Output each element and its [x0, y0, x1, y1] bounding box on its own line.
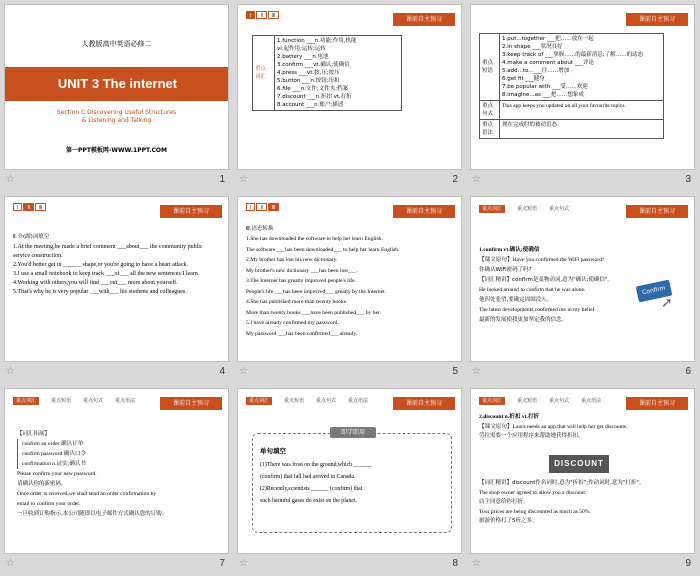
- section-subtitle: & Listening and Talking: [81, 117, 152, 124]
- key-sentence: This app keeps you updated on all your favourite topics.: [500, 101, 664, 120]
- lesson-body: 1.confirm vt.确认;使确信 【课文原句】Have you confirmed the WiFi password? 你确认WiFi密码了吗? 【词汇精讲】confirm是及物动词,意为"确认;使确信"。 He looked around to confirm that he was alone. 他四处张望,要确定周围没人。 The latest developments confirmed me in my belief. 最新的发展使我更加坚定我的信念。: [479, 247, 614, 323]
- slide-3: [470, 4, 695, 170]
- exercise-body: 1.At the meeting,he made a brief comment ___about___ the community public service construction. 2.You'd better get in ______ shape,or you're going to have a heart attack. 3.I use a small notebook to keep track ___of___ all the new sentences I learn. 4.Working with others,you will find ___out___ more about yourself. 5.That's why he is very popular ___with___ his students and colleagues.: [13, 244, 203, 295]
- section-badge: 课前自主预习: [393, 205, 455, 218]
- site-label: 第一PPT模板网-WWW.1PPT.COM: [66, 147, 167, 154]
- slide-star-icon[interactable]: ☆: [6, 558, 15, 569]
- slide-number: 3: [685, 174, 691, 185]
- slide-number: 1: [219, 174, 225, 185]
- slide-star-icon[interactable]: ☆: [239, 366, 248, 377]
- slide-thumb-7[interactable]: [0, 384, 233, 576]
- slide-6: [470, 196, 695, 362]
- slide-thumb-2[interactable]: [233, 0, 466, 192]
- slide-5: [237, 196, 462, 362]
- slide-8: [237, 388, 462, 554]
- exercise-body: (1)There was frost on the ground,which ______ (confirm) that fall had arrived in Canada. (2)Recently,scientists ______ (confirm) that such harmful gases do exist on the planet.: [260, 462, 371, 504]
- vocab-list: 1.function ___n.功能;作用,机能 vi.起作用;运转;运转 2.battery ___n.电池 3.confirm ___vt.确认;使确信 4.press ___vt.按,压;按压 5.button ___n.按钮;纽扣 6.file ___n.文件;文件夹;档案 7.discount ___n.折扣 vt.打折 8.account ___n.账户;描述: [275, 36, 402, 111]
- slide-number: 7: [219, 558, 225, 569]
- section-badge: 课前自主预习: [626, 13, 688, 26]
- sentence-heading: 重点 句式: [480, 101, 500, 120]
- slide-star-icon[interactable]: ☆: [6, 174, 15, 185]
- lesson-body-2: 【词汇精讲】discount作名词时,意为"折扣";作动词时,意为"打折"。 The shop owner agreed to allow you a discount. 店主同意给你打折。 Tour prices are being discounted as much as 50%. 旅游价格打了5折之多。: [479, 480, 645, 524]
- exercise-title: 单句填空: [260, 447, 286, 455]
- tab-strip: 重点词汇 重点短语 重点句式 重点语法: [479, 397, 613, 405]
- lesson-body: 2.discount n.折扣 vt.打折 【课文原句】Laura needs an app that will help her get discounts. 劳拉需要一个应用程序来帮助她获得折扣。: [479, 414, 628, 439]
- section-badge: 课前自主预习: [626, 205, 688, 218]
- practice-label: 即学即用: [330, 427, 376, 438]
- section-badge: 课前自主预习: [626, 397, 688, 410]
- exercise-title: Ⅲ.语态转换: [246, 226, 274, 232]
- book-title: 人教版高中英语必修二: [81, 40, 152, 48]
- section-badge: 课前自主预习: [393, 13, 455, 26]
- slide-number: 4: [219, 366, 225, 377]
- table-heading: 重点 词汇: [253, 36, 275, 111]
- slide-thumb-8[interactable]: [233, 384, 466, 576]
- slide-star-icon[interactable]: ☆: [239, 174, 248, 185]
- phrase-table: [479, 33, 664, 139]
- slide-number: 9: [685, 558, 691, 569]
- tab-strip: 重点词汇 重点短语 重点句式: [479, 205, 581, 213]
- tab-strip: Ⅰ Ⅱ Ⅲ: [13, 203, 47, 211]
- tab-strip: Ⅰ Ⅱ Ⅲ: [246, 11, 280, 19]
- section-badge: 课前自主预习: [160, 205, 222, 218]
- section-badge: 课前自主预习: [393, 397, 455, 410]
- tab-strip: 重点词汇 重点短语 重点句式 重点语法: [13, 397, 147, 405]
- slide-7: [4, 388, 229, 554]
- slide-2: [237, 4, 462, 170]
- phrase-heading: 重点 短语: [480, 34, 500, 101]
- slide-thumb-6[interactable]: [466, 192, 699, 384]
- slide-star-icon[interactable]: ☆: [239, 558, 248, 569]
- exercise-title: Ⅱ.介(副)词填空: [13, 234, 50, 240]
- phrase-list: 1.put...together ___把……放在一起 2.in shape ___状况良好 3.keep track of ___掌握……的最新消息;了解……的动态 4.make a comment about ___评论 5.add...to...___往……增加 6.get fit ___健身 7.be popular with ___受……欢迎 8.imagine...as ___把……想象成: [500, 34, 664, 101]
- section-badge: 课前自主预习: [160, 397, 222, 410]
- slide-thumb-3[interactable]: [466, 0, 699, 192]
- slide-number: 6: [685, 366, 691, 377]
- slide-star-icon[interactable]: ☆: [472, 366, 481, 377]
- exercise-body: 1.She has downloaded the software to help her learn English. The software ___has been downloaded___ to help her learn English. 2.My brother has lost his new dictionary. My brother's new dictionary ___has been lost___. 3.The Internet has greatly improved people's life. People's life ___has been improved___ greatly by the Internet. 4.She has published more than twenty books. More than twenty books ___have been published___ by her. 5.I have already confirmed my password. My password ___has been confirmed___ already.: [246, 236, 400, 337]
- vocab-table: [252, 35, 402, 111]
- unit-title: UNIT 3 The internet: [5, 67, 229, 101]
- discount-sign-icon: DISCOUNT: [549, 455, 609, 473]
- lesson-body: 【词汇拓展】 confirm an order 确认订单 confirm password 确认口令 confirmation n.证实;确认书 Please confirm your new password. 请确认你的新密码。 Once order is received,we shall send an order confirmation by email to confirm your order. 一旦收到订购指示,本公司随即以电子邮件方式确认您的订购。: [17, 429, 222, 519]
- cursor-icon: ➚: [661, 295, 673, 311]
- slide-thumb-5[interactable]: [233, 192, 466, 384]
- slide-thumb-1[interactable]: [0, 0, 233, 192]
- tab-strip: Ⅰ Ⅱ Ⅲ: [246, 203, 280, 211]
- grammar-heading: 重点 语法: [480, 120, 500, 139]
- key-grammar: 现在完成时的被动语态: [500, 120, 664, 139]
- slide-number: 8: [452, 558, 458, 569]
- slide-star-icon[interactable]: ☆: [472, 558, 481, 569]
- slide-star-icon[interactable]: ☆: [472, 174, 481, 185]
- tab-strip: 重点词汇 重点短语 重点句式 重点语法: [246, 397, 380, 405]
- slide-4: [4, 196, 229, 362]
- slide-thumb-9[interactable]: [466, 384, 699, 576]
- slide-star-icon[interactable]: ☆: [6, 366, 15, 377]
- confirm-key-icon: Confirm: [636, 280, 673, 303]
- slide-9: [470, 388, 695, 554]
- slide-number: 2: [452, 174, 458, 185]
- slide-1: [4, 4, 229, 170]
- slide-number: 5: [452, 366, 458, 377]
- section-title: Section C Discovering Useful Structures: [56, 109, 177, 116]
- slide-thumb-4[interactable]: [0, 192, 233, 384]
